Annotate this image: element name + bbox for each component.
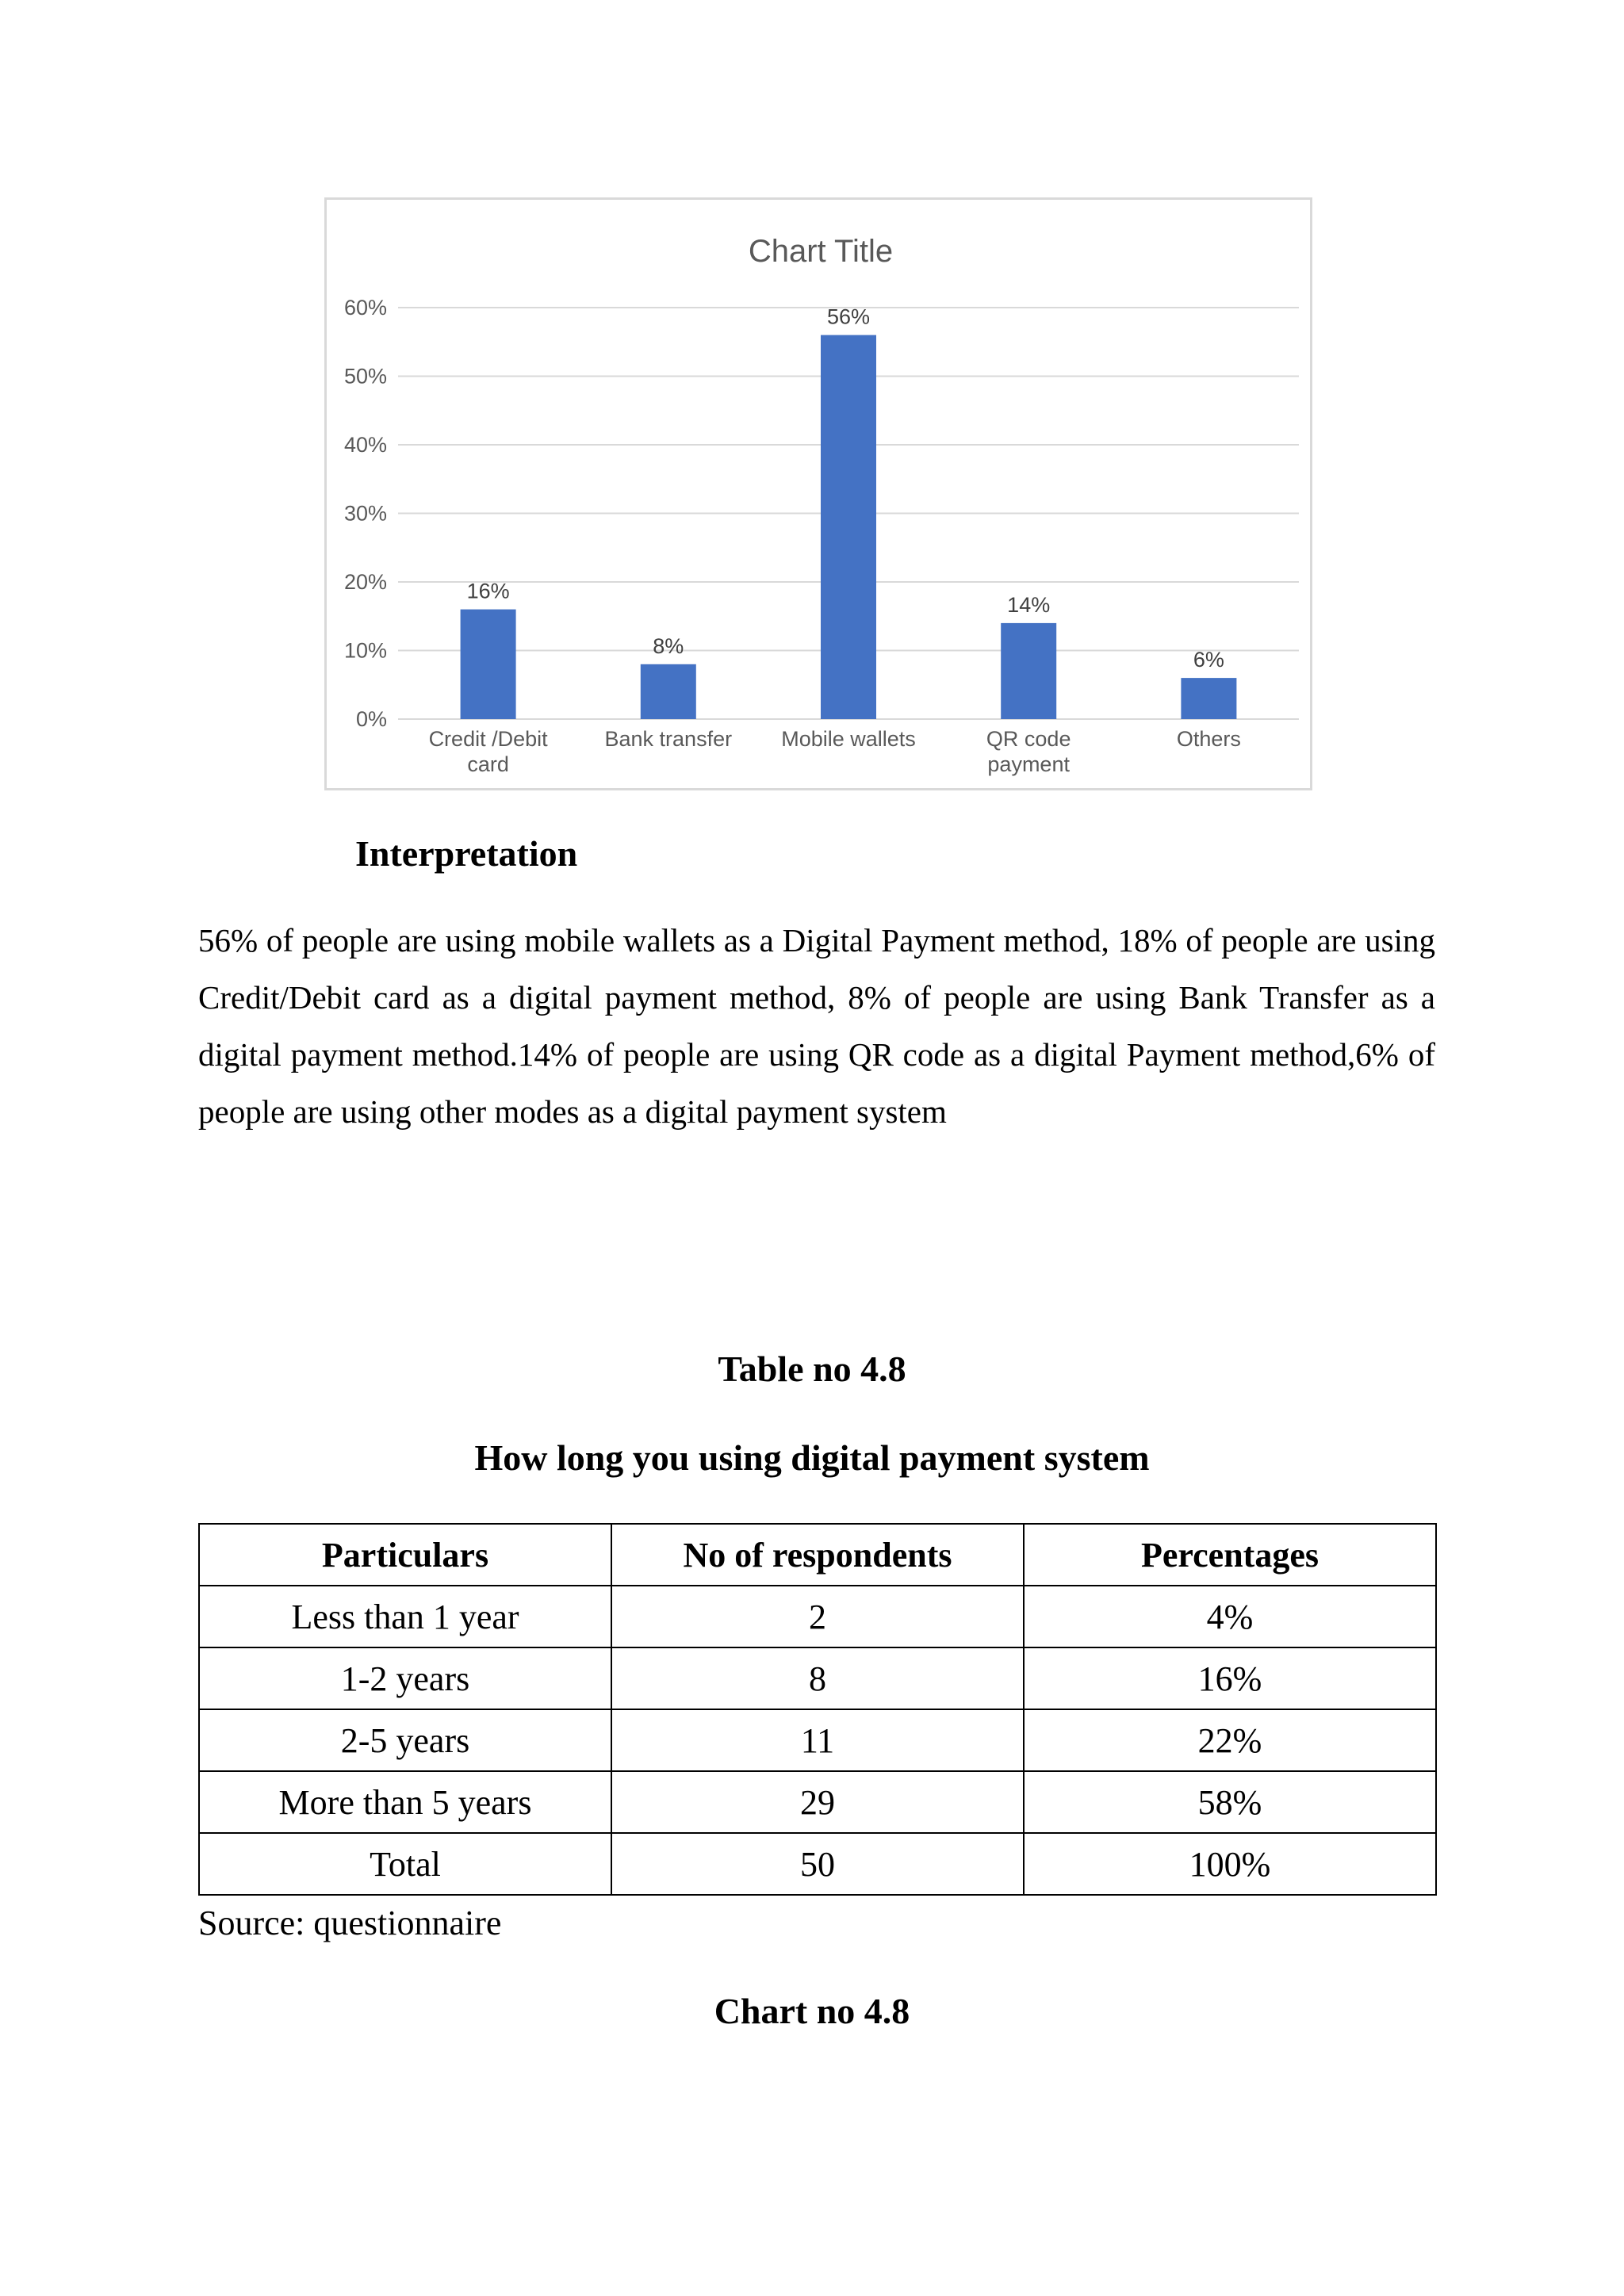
data-label: 8%: [653, 633, 684, 658]
x-tick-label: Mobile wallets: [781, 727, 916, 751]
cell-percentage: 22%: [1024, 1709, 1436, 1771]
cell-respondents: 2: [611, 1586, 1024, 1647]
chart-y-tick-labels: [344, 296, 387, 731]
cell-respondents: 11: [611, 1709, 1024, 1771]
respondents-table: [198, 1523, 1437, 1896]
table-row-total: [199, 1833, 1436, 1895]
x-tick-label: QR code: [986, 727, 1071, 751]
cell-respondents: 8: [611, 1647, 1024, 1709]
cell-particulars: Less than 1 year: [199, 1586, 611, 1647]
bar: [1001, 623, 1056, 719]
bar: [821, 335, 876, 719]
cell-particulars: 1-2 years: [199, 1647, 611, 1709]
bar-chart: [324, 197, 1312, 790]
y-tick-label: 0%: [355, 707, 387, 731]
cell-percentage: 58%: [1024, 1771, 1436, 1833]
header-respondents: No of respondents: [611, 1524, 1024, 1586]
header-percentages: Percentages: [1024, 1524, 1436, 1586]
header-particulars: Particulars: [199, 1524, 611, 1586]
chart-bars: [461, 335, 1237, 719]
cell-percentage: 16%: [1024, 1647, 1436, 1709]
chart-caption: Chart no 4.8: [714, 1991, 910, 2031]
table-source: Source: questionnaire: [198, 1904, 502, 1942]
cell-percentage: 100%: [1024, 1833, 1436, 1895]
data-label: 6%: [1193, 648, 1224, 672]
data-label: 56%: [826, 304, 871, 329]
table-title: How long you using digital payment system: [474, 1437, 1150, 1478]
cell-respondents: 50: [611, 1833, 1024, 1895]
y-tick-label: 60%: [343, 296, 387, 320]
table-header-row: [199, 1524, 1436, 1586]
table-row: [199, 1647, 1436, 1709]
interpretation-heading: Interpretation: [355, 833, 578, 874]
y-tick-label: 40%: [343, 433, 387, 457]
cell-respondents: 29: [611, 1771, 1024, 1833]
bar-chart-svg: [327, 200, 1315, 793]
table-row: [199, 1586, 1436, 1647]
y-tick-label: 10%: [343, 638, 387, 663]
x-tick-label: card: [467, 752, 509, 776]
cell-particulars: Total: [199, 1833, 611, 1895]
y-tick-label: 20%: [343, 570, 387, 594]
bar: [1181, 678, 1236, 719]
chart-x-tick-labels: [429, 727, 1241, 776]
cell-particulars: 2-5 years: [199, 1709, 611, 1771]
y-tick-label: 50%: [343, 364, 387, 388]
x-tick-label: payment: [987, 752, 1070, 776]
x-tick-label: Credit /Debit: [428, 727, 548, 751]
x-tick-label: Bank transfer: [604, 727, 733, 751]
table-row: [199, 1709, 1436, 1771]
x-tick-label: Others: [1176, 727, 1241, 751]
interpretation-text: 56% of people are using mobile wallets as a Digital Payment method, 18% of people are using Credit/Debit card as a digital payment method, 8% of people are using Bank Transfer as a digital payment method.14% of people are using QR code as a digital Payment method,6% of people are using other modes as a digital payment system: [198, 922, 1435, 1130]
chart-title: Chart Title: [748, 234, 894, 269]
table-number: Table no 4.8: [718, 1349, 906, 1389]
y-tick-label: 30%: [343, 501, 387, 526]
bar: [461, 610, 516, 719]
data-label: 14%: [1007, 592, 1051, 617]
table-row: [199, 1771, 1436, 1833]
data-label: 16%: [466, 579, 510, 603]
cell-particulars: More than 5 years: [199, 1771, 611, 1833]
cell-percentage: 4%: [1024, 1586, 1436, 1647]
bar: [641, 664, 696, 719]
